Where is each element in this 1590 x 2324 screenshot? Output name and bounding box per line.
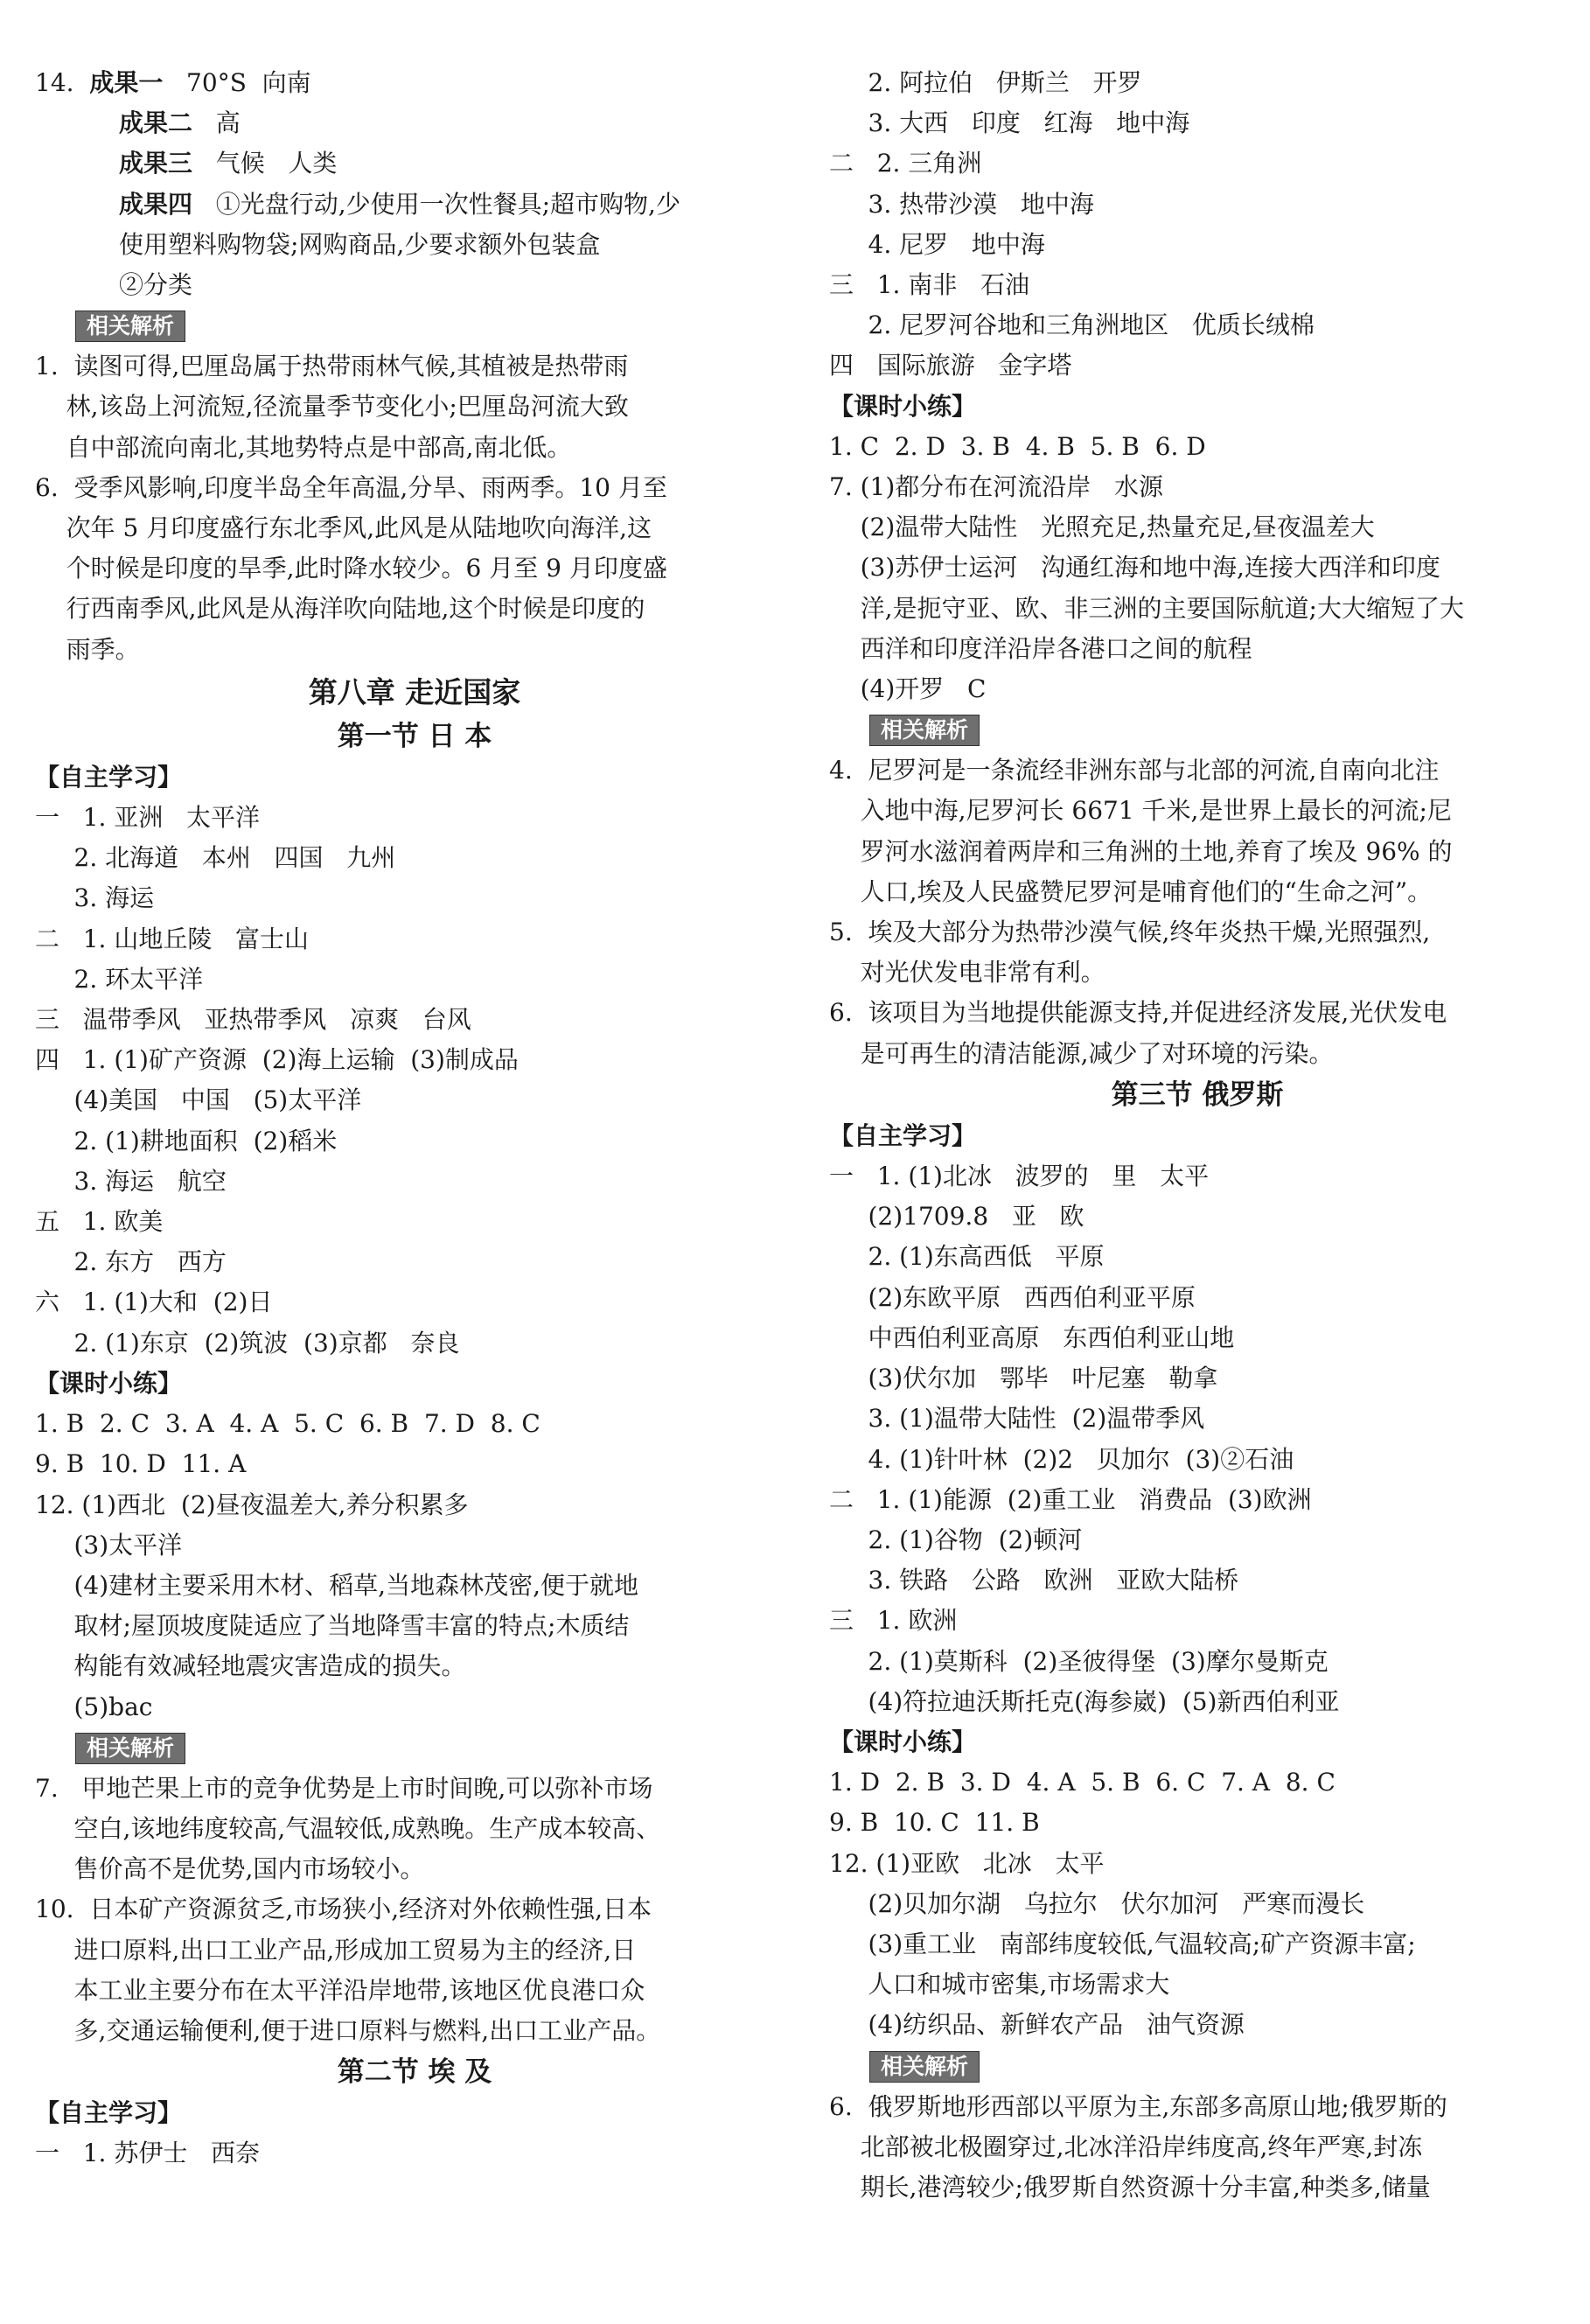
- answer-line: 9. B 10. D 11. A: [35, 1449, 247, 1479]
- answer-line: 本工业主要分布在太平洋沿岸地带,该地区优良港口众: [35, 1975, 645, 2005]
- answer-line: 一 1. (1)北冰 波罗的 里 太平: [829, 1162, 1210, 1191]
- answer-line: 中西伯利亚高原 东西伯利亚山地: [829, 1323, 1235, 1352]
- answer-line: (4)开罗 C: [829, 674, 987, 704]
- answer-line: 空白,该地纬度较高,气温较低,成熟晚。生产成本较高、: [35, 1813, 661, 1843]
- subsection-heading: 【课时小练】: [829, 391, 977, 421]
- answer-line: 2. 环太平洋: [35, 964, 204, 994]
- answer-line: 2. (1)东京 (2)筑波 (3)京都 奈良: [35, 1328, 460, 1357]
- answer-line: (3)太平洋: [35, 1530, 183, 1560]
- answer-line: (4)纺织品、新鲜农产品 油气资源: [829, 2010, 1245, 2040]
- subsection-heading: 【自主学习】: [829, 1120, 977, 1150]
- answer-line: 四 国际旅游 金字塔: [829, 351, 1072, 380]
- answer-line: 一 1. 亚洲 太平洋: [35, 803, 261, 833]
- answer-line: 5. 埃及大部分为热带沙漠气候,终年炎热干燥,光照强烈,: [829, 918, 1431, 947]
- answer-line: (2)1709.8 亚 欧: [829, 1202, 1084, 1232]
- answer-line: 2. 阿拉伯 伊斯兰 开罗: [829, 68, 1142, 97]
- analysis-tag: 相关解析: [869, 715, 980, 746]
- answer-line: 西洋和印度洋沿岸各港口之间的航程: [829, 633, 1252, 663]
- answer-line: 4. 尼罗 地中海: [829, 229, 1045, 259]
- right-column: [829, 63, 1566, 2208]
- section-title: 第二节 埃 及: [337, 2056, 492, 2089]
- answer-line: 9. B 10. C 11. B: [829, 1808, 1040, 1838]
- answer-line: (4)建材主要采用木材、稻草,当地森林茂密,便于就地: [35, 1570, 638, 1600]
- answer-line: 雨季。: [35, 634, 140, 664]
- answer-line: 7. (1)都分布在河流沿岸 水源: [829, 472, 1163, 502]
- answer-line: 4. 尼罗河是一条流经非洲东部与北部的河流,自南向北注: [829, 756, 1440, 785]
- answer-line: 2. 北海道 本州 四国 九州: [35, 843, 396, 873]
- answer-line: 构能有效减轻地震灾害造成的损失。: [35, 1651, 466, 1681]
- answer-line: 2. (1)东高西低 平原: [829, 1242, 1105, 1272]
- subsection-heading: 【课时小练】: [829, 1727, 977, 1756]
- answer-line: 一 1. 苏伊士 西奈: [35, 2139, 261, 2168]
- answer-line: 个时候是印度的旱季,此时降水较少。6 月至 9 月印度盛: [35, 554, 667, 583]
- answer-line: 北部被北极圈穿过,北冰洋沿岸纬度高,终年严寒,封冻: [829, 2132, 1423, 2161]
- answer-line: 3. 大西 印度 红海 地中海: [829, 108, 1190, 138]
- answer-line: 2. 尼罗河谷地和三角洲地区 优质长绒棉: [829, 311, 1315, 340]
- answer-line: 取材;屋顶坡度陡适应了当地降雪丰富的特点;木质结: [35, 1611, 630, 1641]
- subsection-heading: 【自主学习】: [35, 762, 183, 792]
- answer-line: 2. (1)耕地面积 (2)稻米: [35, 1126, 338, 1155]
- answer-line: 二 2. 三角洲: [829, 149, 982, 178]
- answer-line: 14. 成果一 70°S 向南: [35, 68, 311, 97]
- answer-line: 3. 热带沙漠 地中海: [829, 189, 1094, 219]
- answer-line: (2)温带大陆性 光照充足,热量充足,昼夜温差大: [829, 513, 1375, 542]
- answer-line: 三 1. 南非 石油: [829, 270, 1030, 300]
- answer-line: 1. D 2. B 3. D 4. A 5. B 6. C 7. A 8. C: [829, 1768, 1335, 1797]
- answer-line: 洋,是扼守亚、欧、非三洲的主要国际航道;大大缩短了大: [829, 593, 1464, 623]
- answer-line: 7. 甲地芒果上市的竞争优势是上市时间晚,可以弥补市场: [35, 1773, 653, 1803]
- answer-line: 12. (1)亚欧 北冰 太平: [829, 1848, 1105, 1878]
- answer-line: 10. 日本矿产资源贫乏,市场狭小,经济对外依赖性强,日本: [35, 1895, 652, 1924]
- answer-line: 对光伏发电非常有利。: [829, 958, 1105, 988]
- answer-line: 四 1. (1)矿产资源 (2)海上运输 (3)制成品: [35, 1045, 519, 1075]
- answer-line: (4)美国 中国 (5)太平洋: [35, 1085, 362, 1115]
- analysis-tag: 相关解析: [75, 1733, 185, 1764]
- answer-line: 人口和城市密集,市场需求大: [829, 1970, 1170, 1999]
- answer-line: 多,交通运输便利,便于进口原料与燃料,出口工业产品。: [35, 2015, 661, 2045]
- answer-line: 是可再生的清洁能源,减少了对环境的污染。: [829, 1038, 1334, 1068]
- answer-line: (3)重工业 南部纬度较低,气温较高;矿产资源丰富;: [829, 1929, 1416, 1958]
- answer-line: 6. 该项目为当地提供能源支持,并促进经济发展,光伏发电: [829, 998, 1447, 1028]
- answer-line: 自中部流向南北,其地势特点是中部高,南北低。: [35, 432, 572, 462]
- answer-line: (2)东欧平原 西西伯利亚平原: [829, 1282, 1196, 1312]
- left-column: [35, 63, 794, 2174]
- answer-line: 次年 5 月印度盛行东北季风,此风是从陆地吹向海洋,这: [35, 513, 652, 543]
- answer-line: 二 1. 山地丘陵 富士山: [35, 924, 310, 953]
- answer-line: 五 1. 欧美: [35, 1207, 164, 1237]
- answer-line: 入地中海,尼罗河长 6671 千米,是世界上最长的河流;尼: [829, 796, 1452, 826]
- answer-line: 3. 铁路 公路 欧洲 亚欧大陆桥: [829, 1566, 1239, 1595]
- answer-line: 3. 海运: [35, 883, 155, 913]
- answer-line: 人口,埃及人民盛赞尼罗河是哺育他们的“生命之河”。: [829, 876, 1433, 906]
- subsection-heading: 【课时小练】: [35, 1368, 183, 1398]
- answer-line: 4. (1)针叶林 (2)2 贝加尔 (3)②石油: [829, 1444, 1294, 1474]
- answer-line: 售价高不是优势,国内市场较小。: [35, 1854, 425, 1884]
- answer-line: (5)bac: [35, 1692, 153, 1721]
- analysis-tag: 相关解析: [869, 2051, 980, 2083]
- answer-line: 三 1. 欧洲: [829, 1606, 958, 1636]
- answer-line: 6. 受季风影响,印度半岛全年高温,分旱、雨两季。10 月至: [35, 472, 667, 502]
- answer-line: 成果三 气候 人类: [119, 149, 338, 178]
- answer-line: 行西南季风,此风是从海洋吹向陆地,这个时候是印度的: [35, 594, 645, 624]
- answer-line: 罗河水滋润着两岸和三角洲的土地,养育了埃及 96% 的: [829, 836, 1453, 866]
- answer-line: 期长,港湾较少;俄罗斯自然资源十分丰富,种类多,储量: [829, 2172, 1431, 2202]
- answer-line: 林,该岛上河流短,径流量季节变化小;巴厘岛河流大致: [35, 392, 629, 422]
- answer-line: 六 1. (1)大和 (2)日: [35, 1288, 273, 1317]
- answer-line: 1. C 2. D 3. B 4. B 5. B 6. D: [829, 431, 1206, 461]
- answer-line: ②分类: [119, 270, 193, 300]
- answer-line: 2. (1)莫斯科 (2)圣彼得堡 (3)摩尔曼斯克: [829, 1646, 1328, 1676]
- answer-line: 二 1. (1)能源 (2)重工业 消费品 (3)欧洲: [829, 1484, 1312, 1514]
- subsection-heading: 【自主学习】: [35, 2098, 183, 2128]
- chapter-title: 第八章 走近国家: [308, 674, 521, 709]
- answer-line: 3. (1)温带大陆性 (2)温带季风: [829, 1404, 1205, 1434]
- answer-line: (3)苏伊士运河 沟通红海和地中海,连接大西洋和印度: [829, 553, 1440, 583]
- answer-line: 1. B 2. C 3. A 4. A 5. C 6. B 7. D 8. C: [35, 1409, 540, 1439]
- answer-line: 1. 读图可得,巴厘岛属于热带雨林气候,其植被是热带雨: [35, 352, 629, 381]
- section-title: 第三节 俄罗斯: [1111, 1078, 1284, 1111]
- analysis-tag: 相关解析: [75, 311, 185, 342]
- answer-line: 2. (1)谷物 (2)顿河: [829, 1525, 1083, 1554]
- answer-line: 2. 东方 西方: [35, 1247, 227, 1277]
- answer-line: 进口原料,出口工业产品,形成加工贸易为主的经济,日: [35, 1935, 637, 1965]
- answer-line: 6. 俄罗斯地形西部以平原为主,东部多高原山地;俄罗斯的: [829, 2091, 1447, 2121]
- section-title: 第一节 日 本: [337, 720, 492, 752]
- answer-line: (2)贝加尔湖 乌拉尔 伏尔加河 严寒而漫长: [829, 1888, 1365, 1918]
- answer-line: 成果四 ①光盘行动,少使用一次性餐具;超市购物,少: [119, 189, 680, 219]
- answer-line: 3. 海运 航空: [35, 1166, 227, 1196]
- answer-line: 12. (1)西北 (2)昼夜温差大,养分积累多: [35, 1490, 469, 1519]
- answer-line: 使用塑料购物袋;网购商品,少要求额外包装盒: [119, 229, 601, 259]
- answer-line: 成果二 高: [119, 108, 241, 138]
- answer-line: (4)符拉迪沃斯托克(海参崴) (5)新西伯利亚: [829, 1686, 1340, 1716]
- answer-line: (3)伏尔加 鄂毕 叶尼塞 勒拿: [829, 1364, 1218, 1393]
- answer-line: 三 温带季风 亚热带季风 凉爽 台风: [35, 1005, 471, 1035]
